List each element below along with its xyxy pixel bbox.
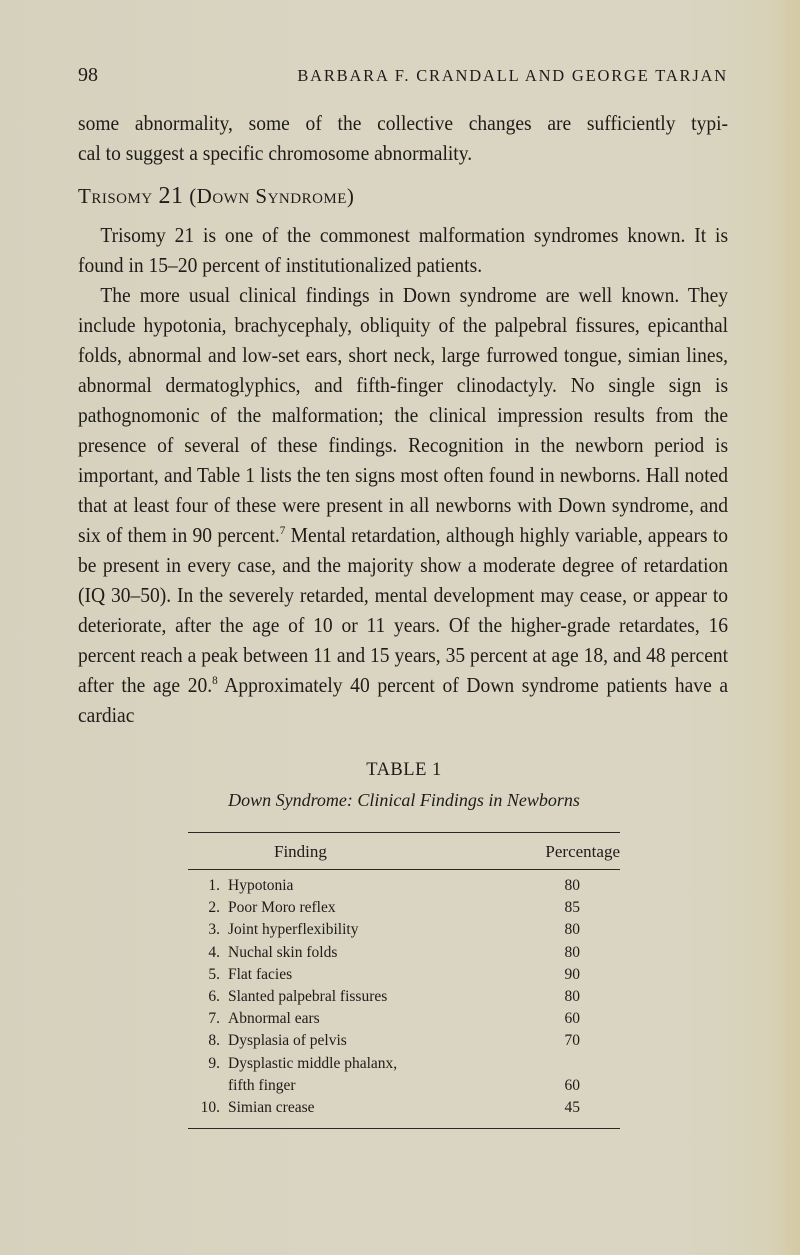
row-number: 5. — [208, 965, 220, 983]
row-finding: Slanted palpebral fissures — [228, 988, 388, 1006]
row-percentage: 45 — [564, 1099, 580, 1117]
row-number: 1. — [208, 877, 220, 894]
row-number: 6. — [208, 988, 220, 1006]
row-finding: Simian crease — [228, 1099, 315, 1117]
intro-line-1: some abnormality, some of the collective changes are sufficiently typi- — [78, 111, 729, 135]
intro-paragraph — [78, 108, 728, 168]
clinical-findings-text-b: Mental retardation, although highly variable, appears to be present in every case, and the majority show a moderate degree of retardation (IQ 30–50). In the severely retarded, mental development may cease, or appear to deteriorate, after the age of 10 or 11 years. Of the higher-grade retardates, 16 percent reach a peak between 11 and 15 years, 35 percent at age 18, and 48 percent after the age 20. — [78, 523, 729, 697]
row-finding: Joint hyperflexibility — [228, 921, 359, 939]
row-percentage: 80 — [564, 921, 580, 939]
table-row — [188, 919, 620, 941]
footnote-ref-7[interactable]: 7 — [279, 523, 286, 537]
table-bottom-rule — [188, 1128, 620, 1129]
column-header-finding: Finding — [274, 842, 327, 861]
table-header — [188, 833, 620, 869]
heading-number: 21 — [158, 183, 184, 209]
row-number: 9. — [208, 1054, 220, 1072]
row-number — [188, 1075, 228, 1097]
table-row — [188, 1097, 620, 1119]
table-row — [188, 1030, 620, 1052]
heading-suffix: (Down Syndrome) — [183, 184, 355, 208]
row-percentage — [540, 1053, 580, 1075]
row-finding: Nuchal skin folds — [228, 943, 338, 961]
row-number: 3. — [208, 921, 220, 939]
row-finding: Hypotonia — [228, 877, 294, 894]
row-number: 2. — [208, 899, 220, 917]
table-caption: Down Syndrome: Clinical Findings in Newborns — [228, 790, 580, 810]
row-percentage: 70 — [564, 1032, 580, 1050]
heading-prefix: Trisomy — [78, 184, 159, 208]
table-row-continuation — [188, 1075, 620, 1097]
row-finding: Dysplasia of pelvis — [228, 1032, 347, 1050]
column-header-percentage: Percentage — [545, 842, 620, 861]
row-finding: Poor Moro reflex — [228, 899, 336, 917]
clinical-findings-text-c: Approximately 40 percent of Down syndrome patients have a cardiac — [78, 673, 729, 727]
row-number: 8. — [208, 1032, 220, 1050]
row-percentage: 60 — [564, 1076, 580, 1094]
running-head — [78, 64, 728, 88]
table-row — [188, 942, 620, 964]
table-row — [188, 875, 620, 897]
row-finding: Flat facies — [228, 965, 293, 983]
row-finding: Dysplastic middle phalanx, — [228, 1054, 398, 1072]
table-1 — [188, 760, 620, 1129]
paragraph-trisomy-intro: Trisomy 21 is one of the commonest malformation syndromes known. It is found in 15–20 percent of institutionalized patients. — [78, 223, 729, 277]
body-paragraphs — [78, 220, 728, 730]
row-number: 4. — [208, 943, 220, 961]
row-number: 10. — [200, 1099, 220, 1117]
row-finding: Abnormal ears — [228, 1010, 320, 1028]
table-body — [188, 870, 620, 1128]
row-finding: fifth finger — [228, 1076, 296, 1094]
row-percentage: 80 — [564, 877, 580, 894]
row-percentage: 80 — [564, 988, 580, 1006]
paragraph-clinical-findings — [78, 280, 728, 730]
intro-line-2: cal to suggest a specific chromosome abnormality. — [78, 141, 473, 165]
page-number: 98 — [78, 64, 98, 86]
section-heading — [78, 183, 354, 210]
row-percentage: 60 — [564, 1010, 580, 1028]
row-percentage: 90 — [564, 965, 580, 983]
row-percentage: 80 — [564, 943, 580, 961]
table-row — [188, 1053, 620, 1075]
table-row — [188, 897, 620, 919]
footnote-ref-8[interactable]: 8 — [212, 673, 218, 687]
row-percentage: 85 — [564, 899, 580, 917]
table-label: TABLE 1 — [366, 760, 442, 780]
table-row — [188, 964, 620, 986]
row-number: 7. — [208, 1010, 220, 1028]
running-head-authors: BARBARA F. CRANDALL AND GEORGE TARJAN — [297, 66, 728, 85]
clinical-findings-text-a: The more usual clinical findings in Down syndrome are well known. They include hypotonia, brachycephaly, obliquity of the palpebral fissures, epicanthal folds, abnormal and low-set ears, short neck, large furrowed tongue, simian lines, abnormal dermatoglyphics, and fifth-finger clinodactyly. No single sign is pathognomonic of the malformation; the clinical impression results from the presence of several of these findings. Recognition in the newborn period is important, and Table 1 lists the ten signs most often found in newborns. Hall noted that at least four of these were present in all newborns with Down syndrome, and six of them in 90 percent. — [78, 283, 729, 547]
table-row — [188, 986, 620, 1008]
table-row — [188, 1008, 620, 1030]
